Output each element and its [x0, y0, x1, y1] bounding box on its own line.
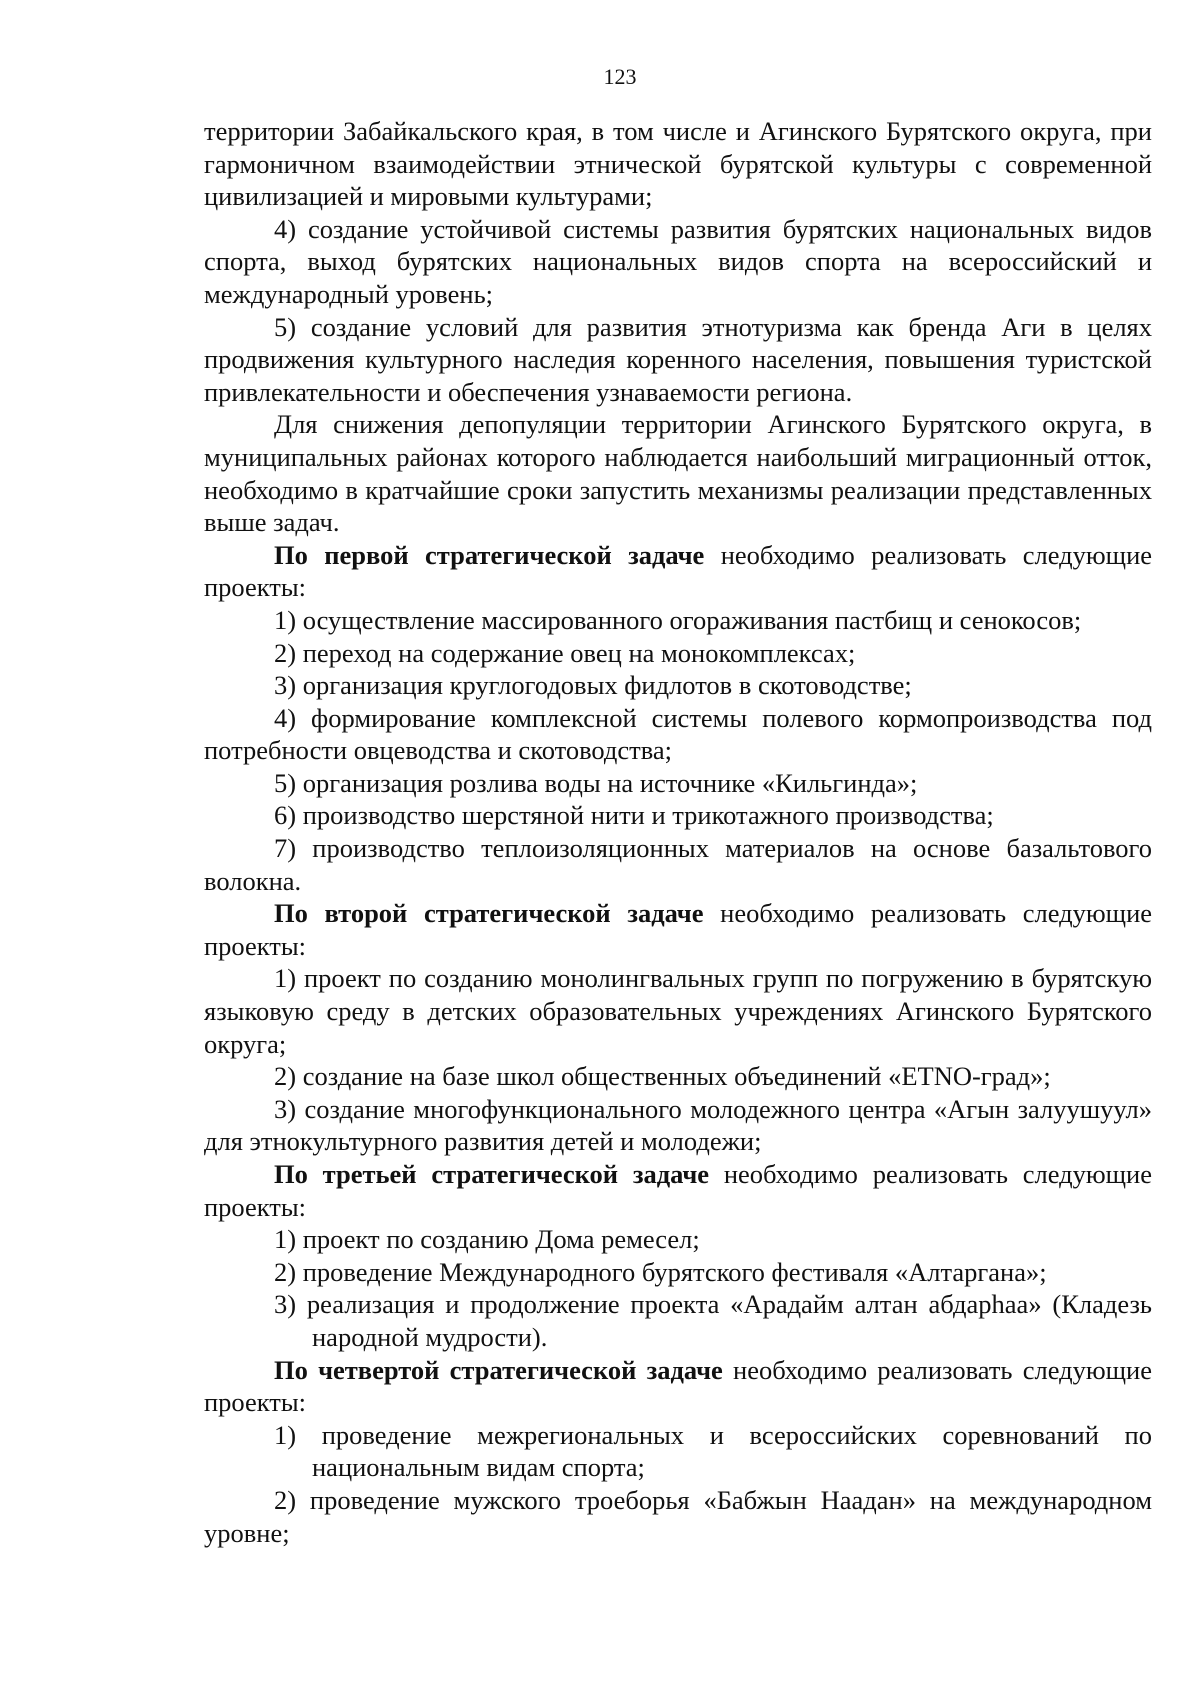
page-number: 123 [603, 64, 637, 89]
heading-second-task [204, 897, 1152, 962]
list-item: 2) создание на базе школ общественных объединений «ETNO-град»; [274, 1061, 1051, 1092]
document-body [204, 115, 1152, 1549]
list-item: 4) формирование комплексной системы полевого кормопроизводства под потребности овцеводства и скотоводства; [204, 702, 1152, 766]
paragraph-depopulation: Для снижения депопуляции территории Агинского Бурятского округа, в муниципальных районах которого наблюдается наибольший миграционный отток, необходимо в кратчайшие сроки запустить механизмы реализации представленных выше задач. [204, 409, 1152, 538]
list-item: 2) переход на содержание овец на монокомплексах; [274, 637, 856, 668]
list-item-national-sports: 4) создание устойчивой системы развития бурятских национальных видов спорта, выход бурятских национальных видов спорта на всероссийский и международный уровень; [204, 213, 1152, 309]
list-item: 6) производство шерстяной нити и трикотажного производства; [274, 800, 994, 831]
heading-second-task-rest: необходимо реализовать следующие проекты: [204, 898, 1153, 961]
list-item: 5) организация розлива воды на источнике «Кильгинда»; [274, 767, 918, 798]
list-item-ethnotourism: 5) создание условий для развития этнотуризма как бренда Аги в целях продвижения культурного наследия коренного населения, повышения туристской привлекательности и обеспечения узнаваемости региона. [204, 311, 1152, 407]
heading-second-task-bold: По второй стратегической задаче [274, 898, 704, 929]
list-item: 3) реализация и продолжение проекта «Арадайм алтан абдарhaa» (Кладезь народной мудрости). [274, 1289, 1152, 1352]
list-item: 1) проведение межрегиональных и всероссийских соревнований по национальным видам спорта; [274, 1419, 1152, 1483]
heading-first-task [204, 539, 1152, 604]
heading-fourth-task [204, 1354, 1152, 1419]
heading-fourth-task-rest: необходимо реализовать следующие проекты: [204, 1354, 1152, 1418]
list-item: 2) проведение мужского троеборья «Бабжын Наадан» на международном уровне; [204, 1484, 1152, 1548]
list-item: 2) проведение Международного бурятского фестиваля «Алтаргана»; [274, 1256, 1047, 1287]
heading-third-task [204, 1158, 1152, 1223]
heading-fourth-task-bold: По четвертой стратегической задаче [274, 1354, 723, 1385]
list-item: 7) производство теплоизоляционных материалов на основе базальтового волокна. [204, 833, 1152, 896]
heading-third-task-bold: По третьей стратегической задаче [274, 1159, 710, 1189]
paragraph-continuation: территории Забайкальского края, в том числе и Агинского Бурятского округа, при гармоничном взаимодействии этнической бурятской культуры с современной цивилизацией и мировыми культурами; [204, 116, 1152, 212]
list-item: 3) создание многофункционального молодежного центра «Агын залуушуул» для этнокультурного развития детей и молодежи; [204, 1093, 1152, 1157]
heading-third-task-rest: необходимо реализовать следующие проекты: [204, 1159, 1152, 1222]
list-item: 3) организация круглогодовых фидлотов в скотоводстве; [274, 670, 912, 701]
list-item: 1) осуществление массированного огораживания пастбищ и сенокосов; [274, 604, 1082, 635]
heading-first-task-bold: По первой стратегической задаче [274, 539, 705, 570]
heading-first-task-rest: необходимо реализовать следующие проекты: [204, 539, 1153, 603]
list-item: 1) проект по созданию монолингвальных групп по погружению в бурятскую языковую среду в детских образовательных учреждениях Агинского Бурятского округа; [204, 963, 1152, 1059]
list-item: 1) проект по созданию Дома ремесел; [274, 1224, 700, 1255]
